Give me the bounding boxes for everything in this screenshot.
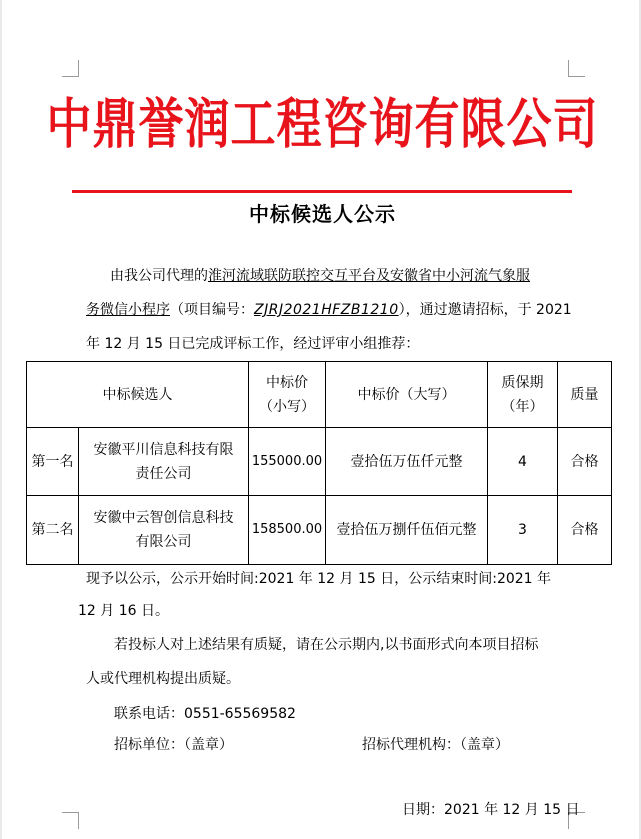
row-rank: 第一名 (27, 428, 79, 496)
objection-line-1: 若投标人对上述结果有质疑，请在公示期内,以书面形式向本项目招标 (114, 637, 539, 653)
objection-line-2: 人或代理机构提出质疑。 (86, 671, 240, 687)
row-price-big: 壹拾伍万伍仟元整 (326, 428, 488, 496)
header-price-small: 中标价 （小写） (249, 362, 326, 428)
row-quality: 合格 (558, 428, 612, 496)
document-title: 中标候选人公示 (249, 202, 396, 226)
header-warranty: 质保期 （年） (488, 362, 558, 428)
row-company: 安徽平川信息科技有限 责任公司 (79, 428, 249, 496)
project-name-part2: 务微信小程序 (86, 302, 170, 318)
header-quality: 质量 (558, 362, 612, 428)
header-candidate: 中标候选人 (27, 362, 249, 428)
row-price-big: 壹拾伍万捌仟伍佰元整 (326, 496, 488, 565)
notice-line-1: 现予以公示，公示开始时间:2021 年 12 月 15 日，公示结束时间:2021 年 (86, 571, 552, 587)
agent-seal: 招标代理机构：（盖章） (362, 737, 509, 753)
letterhead-rule (72, 190, 572, 193)
project-name-part1: 淮河流域联防联控交互平台及安徽省中小河流气象服 (208, 268, 530, 284)
row-warranty: 4 (488, 428, 558, 496)
table-row (27, 428, 612, 496)
row-rank: 第二名 (27, 496, 79, 565)
table-header-row (27, 362, 612, 428)
crop-mark-top-left (62, 60, 79, 77)
tenderer-seal: 招标单位：（盖章） (114, 737, 233, 753)
notice-line-2: 12 月 16 日。 (78, 603, 169, 619)
document-date: 日期：2021 年 12 月 15 日 (402, 802, 580, 818)
document-page (2, 0, 639, 839)
intro-line-1: 由我公司代理的淮河流域联防联控交互平台及安徽省中小河流气象服 (110, 268, 530, 284)
contact-phone: 联系电话：0551-65569582 (114, 706, 296, 722)
row-price-small: 155000.00 (249, 428, 326, 496)
intro-line-3: 年 12 月 15 日已完成评标工作，经过评审小组推荐： (86, 336, 420, 352)
row-price-small: 158500.00 (249, 496, 326, 565)
row-warranty: 3 (488, 496, 558, 565)
company-letterhead: 中鼎誉润工程咨询有限公司 (46, 92, 599, 156)
header-price-big: 中标价（大写） (326, 362, 488, 428)
project-code: ZJRJ2021HFZB1210 (254, 302, 399, 318)
table-row (27, 496, 612, 565)
crop-mark-top-right (568, 60, 585, 77)
crop-mark-bottom-left (62, 812, 79, 829)
bid-candidate-table (26, 361, 612, 565)
row-company: 安徽中云智创信息科技 有限公司 (79, 496, 249, 565)
row-quality: 合格 (558, 496, 612, 565)
intro-line-2: 务微信小程序（项目编号：ZJRJ2021HFZB1210），通过邀请招标，于 2021 (86, 302, 572, 318)
